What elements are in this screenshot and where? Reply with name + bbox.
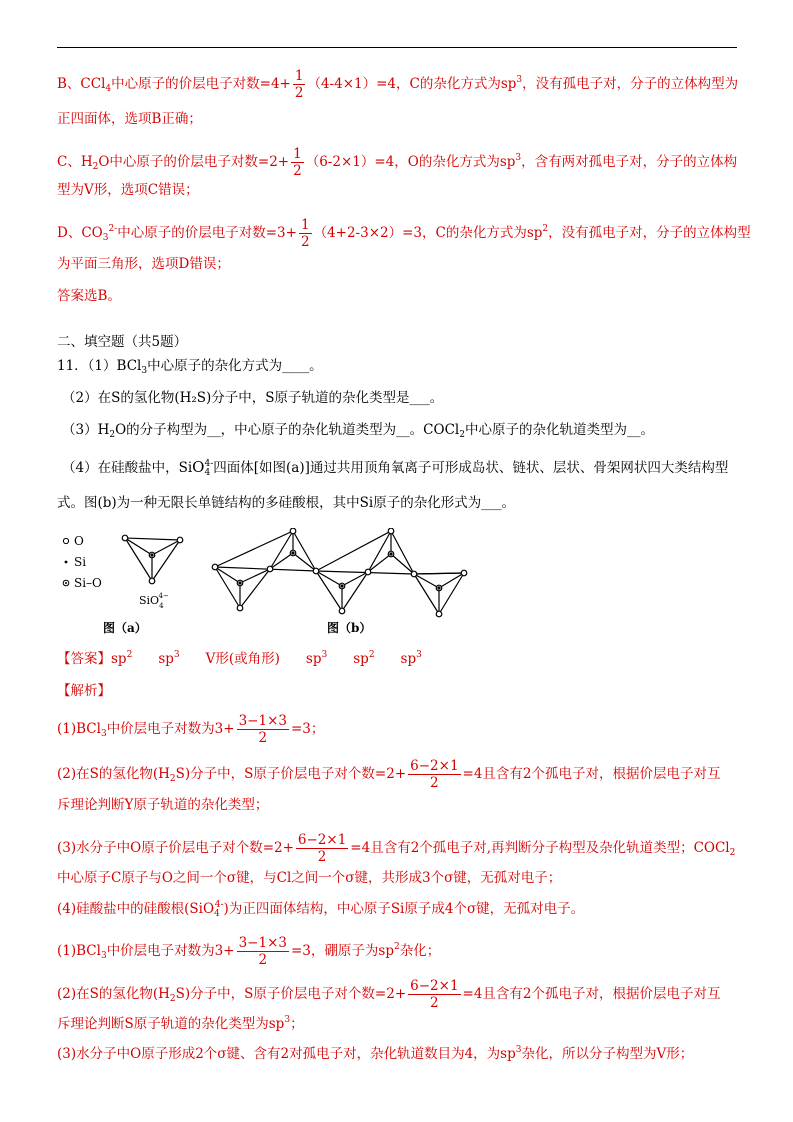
legend-sio-label: Si–O (74, 576, 102, 590)
fraction: $\frac{3-1\times 3}{2}$ (238, 713, 287, 746)
option-c-line2: 型为V形，选项C错误； (57, 182, 199, 198)
figure-legend (63, 534, 102, 590)
q11-part4-line2: 式。图(b)为一种无限长单链结构的多硅酸根，其中Si原子的杂化形式为___。 (57, 495, 515, 511)
section-title: 二、填空题（共5题） (57, 334, 188, 350)
caption-b: 图（b） (327, 621, 372, 635)
fraction: $\frac{3-1\times 3}{2}$ (238, 935, 287, 968)
q11-part1: 11．（1）BCl$_3$中心原子的杂化方式为____。 (57, 358, 323, 376)
fraction-half: $\frac{1}{2}$ (294, 68, 304, 101)
option-d-line1: D、$CO_3^{2-}$中心原子的价层电子对数=3+ $\frac{1}{2}$ （4+2-3×2）=3，C的杂化方式为$sp^2$，没有孤电子对，分子的立体构型 (57, 217, 751, 250)
analysis-line1: (1)BCl$_3$中价层电子对数为3+ $\frac{3-1\times 3}{2}$ =3； (57, 713, 325, 746)
legend-o-label: O (74, 534, 84, 548)
option-b-line1: B、CCl$_4$中心原子的价层电子对数=4+ $\frac{1}{2}$ （4-4×1）=4，C的杂化方式为$sp^3$，没有孤电子对，分子的立体构型为 (57, 68, 739, 101)
analysis-line5: 中心原子C原子与O之间一个σ键，与Cl之间一个σ键，共形成3个σ键，无孤对电子； (57, 870, 562, 886)
option-d-line2: 为平面三角形，选项D错误； (57, 256, 230, 272)
silicate-chain-b (212, 528, 467, 617)
q11-part2: （2）在S的氢化物(H₂S)分子中，S原子轨道的杂化类型是___。 (62, 390, 444, 406)
q11-part4-line1: （4）在硅酸盐中，SiO 4- 4 四面体[如图(a)]通过共用顶角氧离子可形成岛状、链状、层状、骨架网状四大类结构型 (62, 458, 729, 478)
analysis-line8: (2)在S的氢化物$(H_2S)$分子中，S原子价层电子对个数=2+ $\frac{6-2\times 1}{2}$ =4且含有2个孤电子对，根据价层电子对互 (57, 978, 721, 1011)
analysis-line3: 斥理论判断Y原子轨道的杂化类型； (57, 797, 269, 813)
analysis-line7: (1)BCl$_3$中价层电子对数为3+ $\frac{3-1\times 3}{2}$ =3，硼原子为$sp^2$杂化； (57, 935, 441, 968)
q10-answer: 答案选B。 (57, 288, 121, 304)
analysis-line9: 斥理论判断S原子轨道的杂化类型为$sp^3$； (57, 1015, 304, 1032)
answer-line: 【答案】$sp^2$ $sp^3$ V形(或角形) $sp^3$ $sp^2$ $sp^3$ (57, 650, 422, 667)
silicate-figure (57, 528, 477, 638)
fraction: $\frac{6-2\times 1}{2}$ (410, 758, 459, 791)
fraction-half: $\frac{1}{2}$ (300, 217, 310, 250)
analysis-line2: (2)在S的氢化物$(H_2S)$分子中，S原子价层电子对个数=2+ $\frac{6-2\times 1}{2}$ =4且含有2个孤电子对，根据价层电子对互 (57, 758, 721, 791)
analysis-line6: (4)硅酸盐中的硅酸根(SiO$_4^{4-}$)为正四面体结构，中心原子Si原子成4个σ键，无孤对电子。 (57, 900, 585, 919)
analysis-label: 【解析】 (57, 683, 111, 699)
q11-part3: $(3)H_2O$的分子构型为__，中心原子的杂化轨道类型为__。COCl$_2$中心原子的杂化轨道类型为__。 (62, 422, 654, 440)
fraction: $\frac{6-2\times 1}{2}$ (297, 832, 347, 865)
silicon-legend-icon (65, 561, 68, 564)
option-b-line2: 正四面体，选项B正确； (57, 111, 202, 127)
legend-si-label: Si (74, 555, 87, 569)
caption-a: 图（a） (103, 621, 147, 635)
tetrahedron-a (122, 535, 183, 584)
analysis-line10: (3)水分子中O原子形成2个σ键、含有2对孤电子对，杂化轨道数目为4，为$sp^3$杂化，所以分子构型为V形； (57, 1045, 694, 1062)
fraction-half: $\frac{1}{2}$ (293, 146, 302, 179)
fraction: $\frac{6-2\times 1}{2}$ (410, 978, 459, 1011)
analysis-line4: (3)水分子中O原子价层电子对个数=2+ $\frac{6-2\times 1}{2}$ =4且含有2个孤电子对,再判断分子构型及杂化轨道类型；COCl$_2$ (57, 832, 736, 865)
option-c-line1: C、$H_2O$中心原子的价层电子对数=2+ $\frac{1}{2}$ （6-2×1）=4，O的杂化方式为$sp^3$，含有两对孤电子对，分子的立体构 (57, 146, 738, 179)
oxygen-legend-icon (63, 538, 68, 543)
header-rule (57, 47, 737, 48)
ion-label-a: SiO$_4$4− (139, 592, 169, 610)
